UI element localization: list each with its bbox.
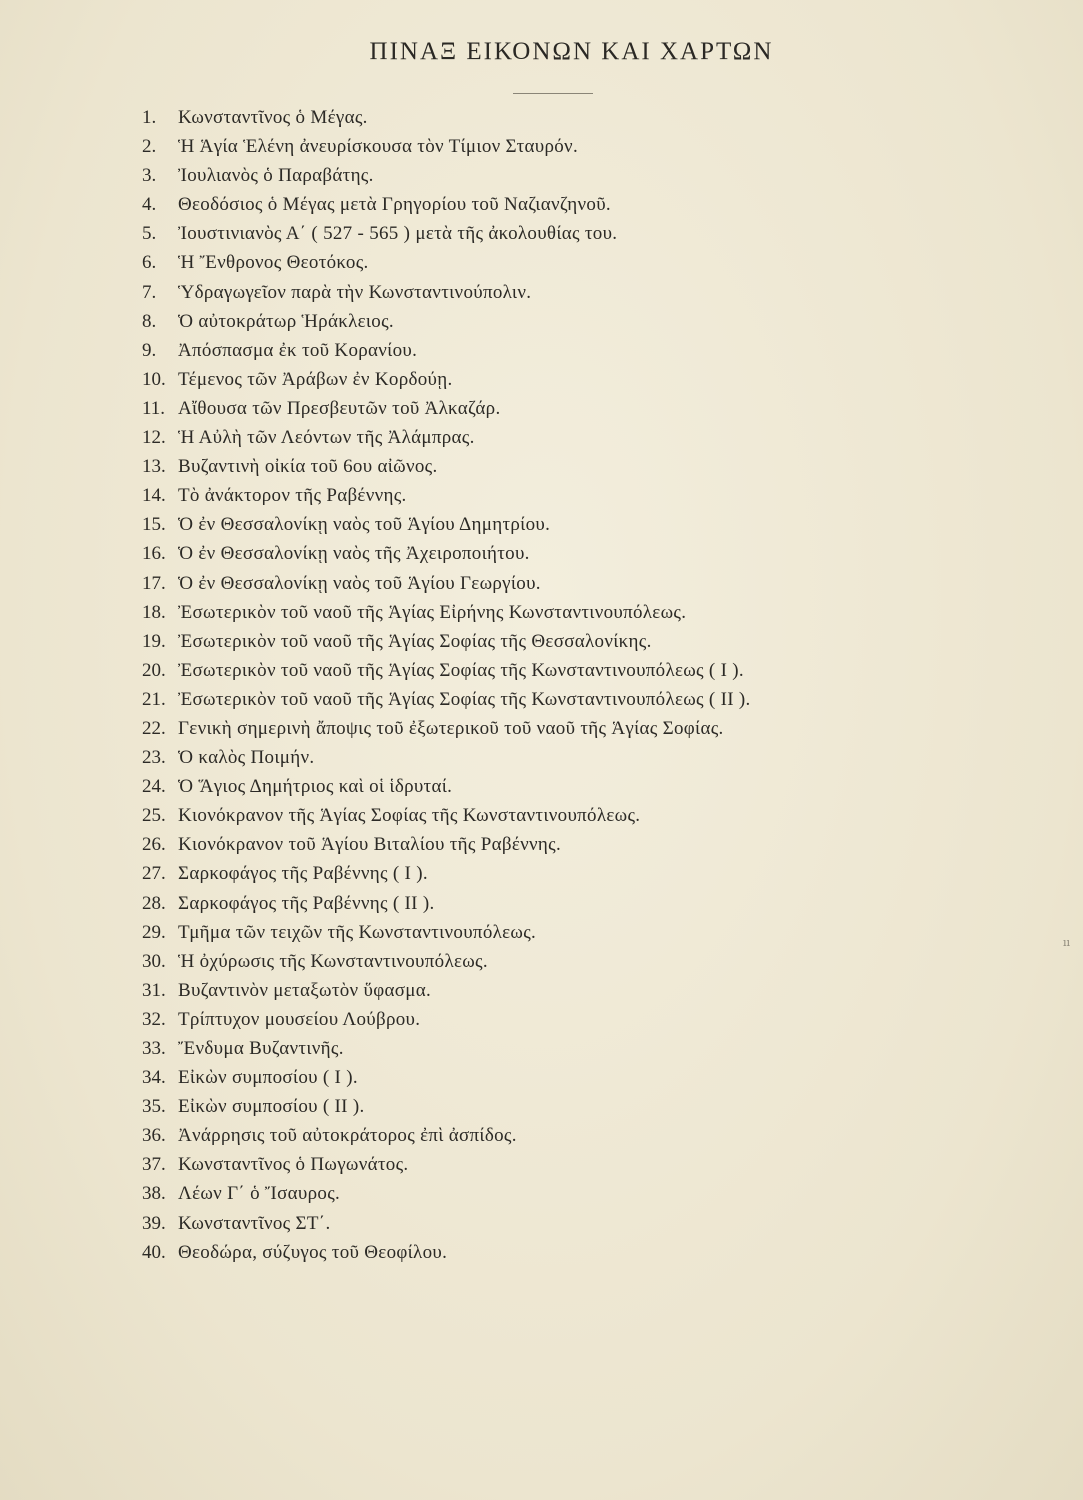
list-item [142, 918, 1022, 947]
list-item [142, 452, 1022, 481]
item-text: Ἐσωτερικὸν τοῦ ναοῦ τῆς Ἁγίας Σοφίας τῆς Κωνσταντινουπόλεως ( II ). [178, 688, 751, 710]
list-item [142, 685, 1022, 714]
list-item [142, 103, 1022, 132]
item-text: Ἐσωτερικὸν τοῦ ναοῦ τῆς Ἁγίας Εἰρήνης Κωνσταντινουπόλεως. [178, 601, 687, 623]
item-number: 39. [142, 1212, 166, 1234]
list-item [142, 1092, 1022, 1121]
item-number: 40. [142, 1241, 166, 1263]
item-text: Γενικὴ σημερινὴ ἄποψις τοῦ ἐξωτερικοῦ τοῦ ναοῦ τῆς Ἁγίας Σοφίας. [178, 717, 724, 739]
item-number: 22. [142, 717, 166, 739]
item-text: Θεοδώρα, σύζυγος τοῦ Θεοφίλου. [178, 1241, 448, 1263]
list-item [142, 1209, 1022, 1238]
item-text: Εἰκὼν συμποσίου ( I ). [178, 1067, 358, 1089]
item-text: Βυζαντινὸν μεταξωτὸν ὕφασμα. [178, 979, 432, 1001]
list-item [142, 627, 1022, 656]
item-text: Λέων Γ΄ ὁ Ἴσαυρος. [178, 1183, 341, 1205]
item-text: Ὁ αὐτοκράτωρ Ἡράκλειος. [178, 310, 394, 332]
item-text: Ἔνδυμα Βυζαντινῆς. [178, 1038, 344, 1059]
item-number: 6. [142, 252, 157, 274]
item-text: Ὁ ἐν Θεσσαλονίκῃ ναὸς τοῦ Ἁγίου Δημητρίου. [178, 514, 551, 536]
list-item [142, 132, 1022, 161]
item-text: Κιονόκρανον τοῦ Ἁγίου Βιταλίου τῆς Ραβέννης. [178, 834, 562, 856]
title-rule [513, 93, 593, 94]
list-item [142, 1005, 1022, 1034]
item-number: 9. [142, 339, 157, 361]
item-text: Τὸ ἀνάκτορον τῆς Ραβέννης. [178, 485, 407, 507]
list-item [142, 947, 1022, 976]
list-item [142, 1238, 1022, 1267]
item-number: 17. [142, 572, 166, 594]
item-number: 35. [142, 1096, 166, 1118]
item-text: Σαρκοφάγος τῆς Ραβέννης ( II ). [178, 892, 435, 914]
item-number: 25. [142, 805, 166, 827]
figure-list [142, 103, 1022, 1267]
item-number: 3. [142, 165, 157, 187]
list-item [142, 423, 1022, 452]
list-item [142, 539, 1022, 568]
list-item [142, 859, 1022, 888]
item-text: Ἡ ὀχύρωσις τῆς Κωνσταντινουπόλεως. [178, 950, 488, 972]
item-number: 28. [142, 892, 166, 914]
item-number: 32. [142, 1008, 166, 1030]
list-item [142, 1121, 1022, 1150]
item-text: Κωνσταντῖνος ὁ Πωγωνάτος. [178, 1154, 409, 1176]
item-text: Τέμενος τῶν Ἀράβων ἐν Κορδούῃ. [178, 368, 453, 390]
list-item [142, 714, 1022, 743]
item-number: 4. [142, 194, 157, 216]
item-number: 16. [142, 543, 166, 565]
page-title: ΠΙΝΑΞ ΕΙΚΟΝΩΝ ΚΑΙ ΧΑΡΤΩΝ [369, 38, 774, 65]
item-number: 15. [142, 514, 166, 536]
item-number: 21. [142, 688, 166, 710]
item-text: Βυζαντινὴ οἰκία τοῦ 6ου αἰῶνος. [178, 456, 438, 478]
item-number: 14. [142, 485, 166, 507]
item-text: Ὑδραγωγεῖον παρὰ τὴν Κωνσταντινούπολιν. [178, 281, 532, 303]
item-number: 1. [142, 107, 157, 128]
item-text: Ἀνάρρησις τοῦ αὐτοκράτορος ἐπὶ ἀσπίδος. [178, 1125, 517, 1147]
list-item [142, 743, 1022, 772]
item-text: Ἡ Ἁγία Ἑλένη ἀνευρίσκουσα τὸν Τίμιον Σταυρόν. [178, 136, 578, 158]
item-number: 29. [142, 921, 166, 943]
item-text: Ἡ Αὐλὴ τῶν Λεόντων τῆς Ἀλάμπρας. [178, 427, 475, 449]
item-text: Ἀπόσπασμα ἐκ τοῦ Κορανίου. [178, 339, 418, 361]
edge-mark: ıı [1063, 936, 1071, 949]
item-number: 12. [142, 427, 166, 449]
item-text: Ὁ ἐν Θεσσαλονίκῃ ναὸς τοῦ Ἁγίου Γεωργίου. [178, 572, 541, 594]
item-number: 24. [142, 776, 166, 798]
list-item [142, 336, 1022, 365]
item-text: Εἰκὼν συμποσίου ( II ). [178, 1096, 365, 1118]
list-item [142, 976, 1022, 1005]
list-item [142, 248, 1022, 277]
item-number: 18. [142, 601, 166, 623]
list-item [142, 161, 1022, 190]
item-text: Ἐσωτερικὸν τοῦ ναοῦ τῆς Ἁγίας Σοφίας τῆς Θεσσαλονίκης. [178, 630, 652, 652]
item-number: 38. [142, 1183, 166, 1205]
list-item [142, 190, 1022, 219]
item-number: 34. [142, 1067, 166, 1089]
item-text: Κωνσταντῖνος ὁ Μέγας. [178, 107, 368, 128]
item-text: Κιονόκρανον τῆς Ἁγίας Σοφίας τῆς Κωνσταντινουπόλεως. [178, 805, 641, 827]
list-item [142, 1150, 1022, 1179]
item-number: 33. [142, 1038, 166, 1059]
list-item [142, 801, 1022, 830]
list-item [142, 772, 1022, 801]
item-number: 36. [142, 1125, 166, 1147]
item-number: 37. [142, 1154, 166, 1176]
item-number: 8. [142, 310, 157, 332]
list-item [142, 278, 1022, 307]
list-item [142, 889, 1022, 918]
item-number: 11. [142, 397, 166, 419]
list-item [142, 830, 1022, 859]
list-item [142, 307, 1022, 336]
item-number: 30. [142, 950, 166, 972]
item-text: Ὁ ἐν Θεσσαλονίκῃ ναὸς τῆς Ἀχειροποιήτου. [178, 543, 530, 565]
item-number: 5. [142, 223, 157, 245]
item-text: Ἡ Ἔνθρονος Θεοτόκος. [178, 252, 369, 274]
list-item [142, 481, 1022, 510]
list-item [142, 510, 1022, 539]
item-text: Αἴθουσα τῶν Πρεσβευτῶν τοῦ Ἀλκαζάρ. [178, 397, 501, 419]
list-item [142, 219, 1022, 248]
item-text: Ὁ Ἅγιος Δημήτριος καὶ οἱ ἱδρυταί. [178, 776, 453, 798]
item-number: 23. [142, 747, 166, 769]
item-text: Κωνσταντῖνος ΣΤ΄. [178, 1212, 331, 1234]
item-number: 13. [142, 456, 166, 478]
item-text: Τμῆμα τῶν τειχῶν τῆς Κωνσταντινουπόλεως. [178, 921, 537, 943]
list-item [142, 1034, 1022, 1063]
item-number: 27. [142, 863, 166, 885]
list-item [142, 569, 1022, 598]
item-text: Θεοδόσιος ὁ Μέγας μετὰ Γρηγορίου τοῦ Ναζιανζηνοῦ. [178, 194, 611, 216]
list-item [142, 656, 1022, 685]
item-number: 7. [142, 281, 157, 303]
list-item [142, 365, 1022, 394]
item-text: Ὁ καλὸς Ποιμήν. [178, 747, 315, 769]
list-item [142, 394, 1022, 423]
item-text: Ἰουλιανὸς ὁ Παραβάτης. [178, 165, 374, 187]
item-number: 2. [142, 136, 157, 158]
item-number: 19. [142, 630, 166, 652]
item-text: Τρίπτυχον μουσείου Λούβρου. [178, 1008, 421, 1030]
list-item [142, 1179, 1022, 1208]
item-text: Ἐσωτερικὸν τοῦ ναοῦ τῆς Ἁγίας Σοφίας τῆς Κωνσταντινουπόλεως ( I ). [178, 659, 744, 681]
item-number: 31. [142, 979, 166, 1001]
list-item [142, 598, 1022, 627]
item-text: Σαρκοφάγος τῆς Ραβέννης ( I ). [178, 863, 428, 885]
item-text: Ἰουστινιανὸς Α΄ ( 527 - 565 ) μετὰ τῆς ἀκολουθίας του. [178, 223, 618, 245]
list-item [142, 1063, 1022, 1092]
item-number: 10. [142, 368, 166, 390]
item-number: 26. [142, 834, 166, 856]
item-number: 20. [142, 659, 166, 681]
